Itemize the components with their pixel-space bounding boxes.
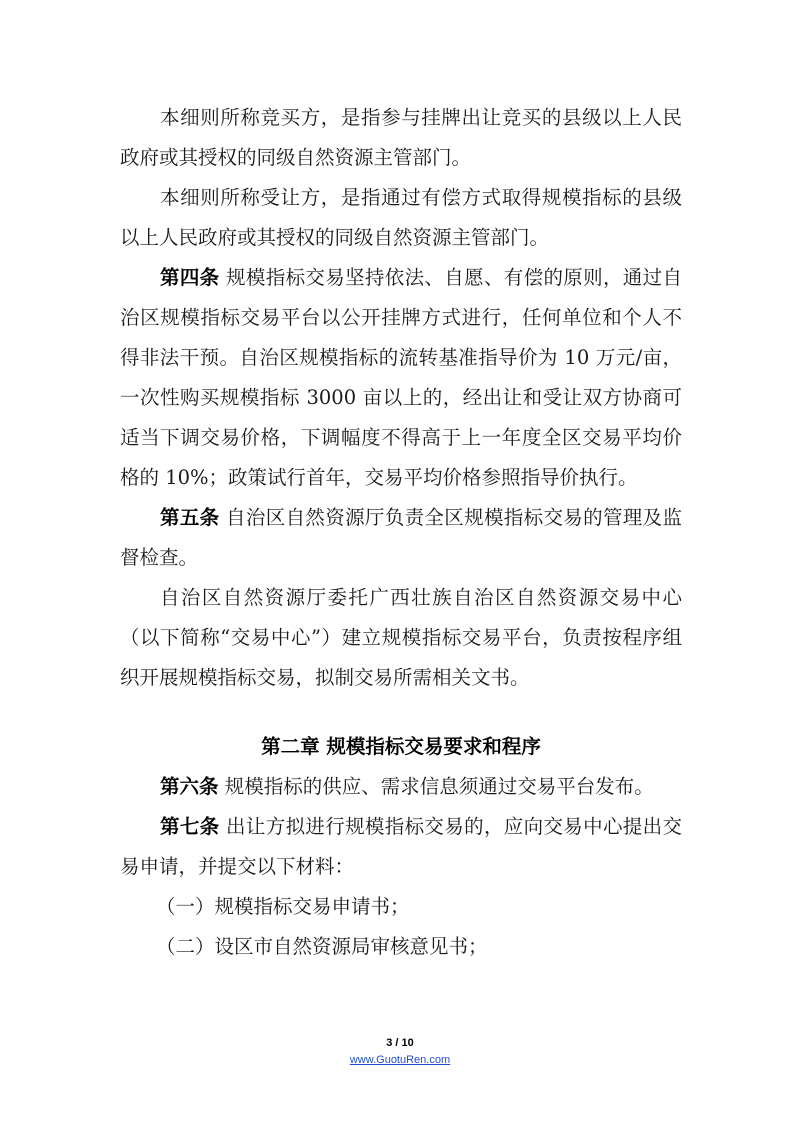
article-label: 第五条 xyxy=(160,506,220,529)
chapter-title: 第二章 规模指标交易要求和程序 xyxy=(261,735,541,758)
website-link[interactable]: www.GuotuRen.com xyxy=(349,1054,451,1066)
article-label: 第七条 xyxy=(160,815,220,838)
list-item: （一）规模指标交易申请书； xyxy=(156,895,410,918)
paragraph-text: 规模指标的供应、需求信息须通过交易平台发布。 xyxy=(218,775,654,798)
paragraph-text: 本细则所称竞买方，是指参与挂牌出让竞买的县级以上人民政府或其授权的同级自然资源主管部门。 xyxy=(120,106,682,169)
article-label: 第四条 xyxy=(160,266,220,289)
list-item: （二）设区市自然资源局审核意见书； xyxy=(156,935,488,958)
document-body xyxy=(120,98,682,967)
paragraph-bidder-definition xyxy=(120,98,682,178)
page-footer xyxy=(0,1036,800,1068)
paragraph-text: 规模指标交易坚持依法、自愿、有偿的原则，通过自治区规模指标交易平台以公开挂牌方式进行，任何单位和个人不得非法干预。自治区规模指标的流转基准指导价为 10 万元/亩，一次性购买规模指标 3000 亩以上的，经出让和受让双方协商可适当下调交易价格，下调幅度不得高于上一年度全区交易平均价格的 10%；政策试行首年，交易平均价格参照指导价执行。 xyxy=(120,266,682,489)
page-number: 3 / 10 xyxy=(386,1037,414,1049)
paragraph-transferee-definition xyxy=(120,178,682,258)
article-7 xyxy=(120,807,682,887)
article-5 xyxy=(120,498,682,578)
article-label: 第六条 xyxy=(160,775,219,798)
article-4 xyxy=(120,258,682,498)
paragraph-text: 本细则所称受让方，是指通过有偿方式取得规模指标的县级以上人民政府或其授权的同级自然资源主管部门。 xyxy=(120,186,682,249)
paragraph-trading-center xyxy=(120,578,682,698)
paragraph-text: 自治区自然资源厅负责全区规模指标交易的管理及监督检查。 xyxy=(120,506,682,569)
paragraph-text: 出让方拟进行规模指标交易的，应向交易中心提出交易申请，并提交以下材料： xyxy=(120,815,682,878)
paragraph-text: 自治区自然资源厅委托广西壮族自治区自然资源交易中心（以下简称“交易中心”）建立规模指标交易平台，负责按程序组织开展规模指标交易，拟制交易所需相关文书。 xyxy=(120,586,682,689)
article-6 xyxy=(120,767,682,807)
